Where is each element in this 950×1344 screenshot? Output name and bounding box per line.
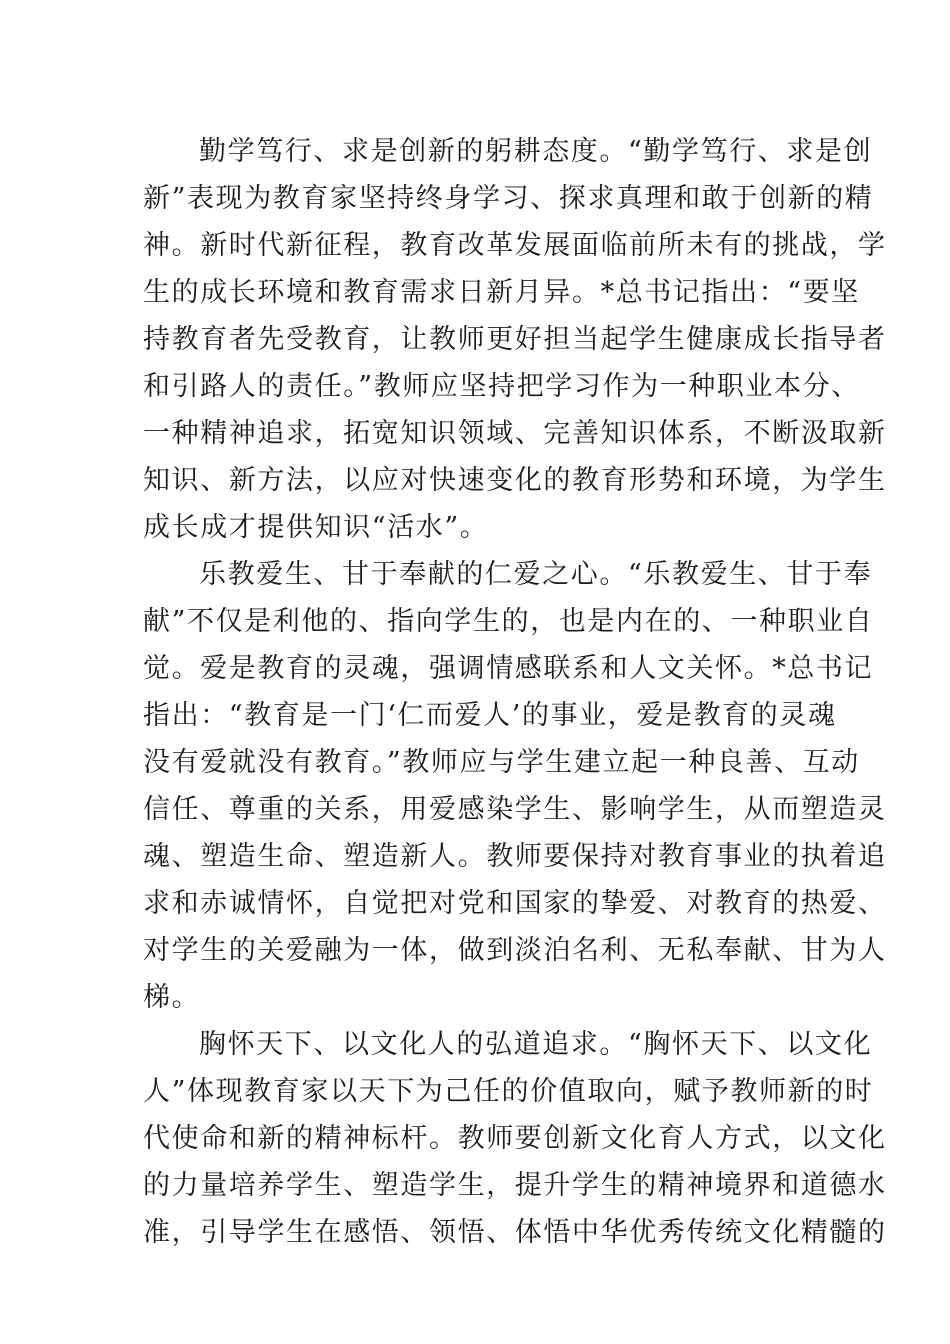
text-line: 觉。爱是教育的灵魂，强调情感联系和人文关怀。*总书记 — [143, 653, 874, 684]
text-line: 新”表现为教育家坚持终身学习、探求真理和敢于创新的精 — [143, 183, 874, 214]
text-line: 乐教爱生、甘于奉献的仁爱之心。“乐教爱生、甘于奉 — [199, 559, 873, 590]
text-line: 对学生的关爱融为一体，做到淡泊名利、无私奉献、甘为人 — [143, 935, 887, 966]
text-line: 代使命和新的精神标杆。教师要创新文化育人方式，以文化 — [143, 1123, 887, 1154]
text-line: 人”体现教育家以天下为己任的价值取向，赋予教师新的时 — [143, 1076, 874, 1107]
text-line: 献”不仅是利他的、指向学生的，也是内在的、一种职业自 — [143, 606, 874, 637]
text-line: 一种精神追求，拓宽知识领域、完善知识体系，不断汲取新 — [143, 418, 887, 449]
text-line: 信任、尊重的关系，用爱感染学生、影响学生，从而塑造灵 — [143, 794, 887, 825]
text-line: 梯。 — [143, 982, 201, 1013]
document-body — [143, 128, 887, 1256]
text-line: 成长成才提供知识“活水”。 — [143, 512, 489, 543]
text-line: 胸怀天下、以文化人的弘道追求。“胸怀天下、以文化 — [199, 1029, 873, 1060]
paragraph-love-dedication — [143, 551, 887, 1021]
text-line: 知识、新方法，以应对快速变化的教育形势和环境，为学生 — [143, 465, 887, 496]
text-line: 求和赤诚情怀，自觉把对党和国家的挚爱、对教育的热爱、 — [143, 888, 887, 919]
text-line: 生的成长环境和教育需求日新月异。*总书记指出：“要坚 — [143, 277, 860, 308]
text-line: 持教育者先受教育，让教师更好担当起学生健康成长指导者 — [143, 324, 887, 355]
text-line: 的力量培养学生、塑造学生，提升学生的精神境界和道德水 — [143, 1170, 887, 1201]
text-line: 指出：“教育是一门‘仁而爱人’的事业，爱是教育的灵魂 — [143, 700, 837, 731]
text-line: 魂、塑造生命、塑造新人。教师要保持对教育事业的执着追 — [143, 841, 887, 872]
paragraph-world-culture — [143, 1021, 887, 1256]
text-line: 没有爱就没有教育。”教师应与学生建立起一种良善、互动 — [143, 747, 860, 778]
text-line: 准，引导学生在感悟、领悟、体悟中华优秀传统文化精髓的 — [143, 1217, 887, 1248]
text-line: 勤学笃行、求是创新的躬耕态度。“勤学笃行、求是创 — [199, 136, 873, 167]
text-line: 神。新时代新征程，教育改革发展面临前所未有的挑战，学 — [143, 230, 887, 261]
text-line: 和引路人的责任。”教师应坚持把学习作为一种职业本分、 — [143, 371, 860, 402]
paragraph-diligent-learning — [143, 128, 887, 551]
